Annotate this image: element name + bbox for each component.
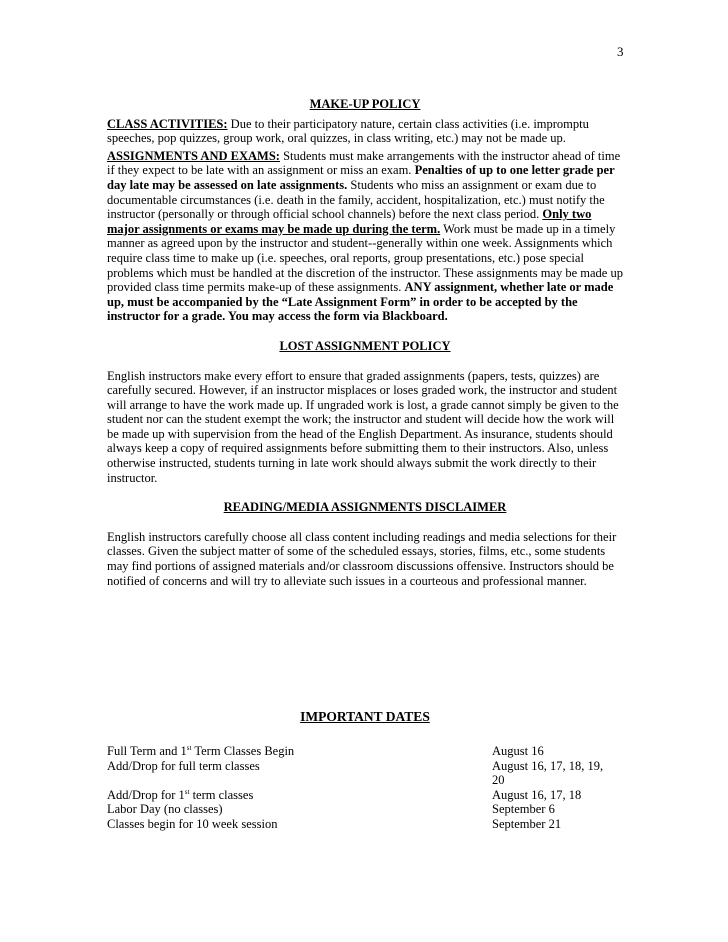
date-value: August 16 [492, 744, 544, 758]
important-dates-heading: IMPORTANT DATES [300, 709, 430, 724]
date-label: Full Term and 1st Term Classes Begin [107, 743, 295, 758]
class-activities-title: CLASS ACTIVITIES: [107, 116, 228, 131]
date-row [107, 759, 623, 788]
date-value: August 16, 17, 18, 19, 20 [492, 758, 604, 788]
date-label: Add/Drop for full term classes [107, 758, 260, 773]
reading-media-heading: READING/MEDIA ASSIGNMENTS DISCLAIMER [223, 500, 507, 515]
late-penalty-text: Penalties of up to one letter grade per day late may be assessed on late assignments. [107, 163, 615, 192]
date-label: Add/Drop for 1st term classes [107, 787, 254, 802]
late-form-text: ANY assignment, whether late or made up, must be accompanied by the “Late Assignment Form” in order to be accepted by the instructor for a grade. You may access the form via Blackboard. [107, 280, 614, 324]
date-row [107, 817, 623, 832]
date-label: Classes begin for 10 week session [107, 816, 278, 831]
date-value: September 21 [492, 816, 562, 831]
reading-media-body: English instructors carefully choose all class content including readings and media selections for their classes. Given the subject matter of some of the scheduled essays, stories, films, etc., some students may find portions of assigned materials and/or classroom discussions offensive. Instructors should be notified of concerns and will try to alleviate such issues in a courteous and professional manner. [107, 529, 617, 588]
lost-assignment-heading: LOST ASSIGNMENT POLICY [279, 338, 451, 353]
page-number: 3 [617, 44, 624, 59]
assignments-exams-title: ASSIGNMENTS AND EXAMS: [107, 148, 280, 163]
two-makeups-text: Only two major assignments or exams may be made up during the term. [107, 207, 592, 236]
class-activities-body: Due to their participatory nature, certain class activities (i.e. impromptu speeches, pop quizzes, group work, oral quizzes, in class writing, etc.) may not be made up. [107, 116, 589, 146]
policy-content [107, 97, 623, 588]
assignments-text-2: Students who miss an assignment or exam due to documentable circumstances (i.e. death in the family, accident, hospitalization, etc.) must notify the instructor (personally or through official school channels) before the next class period. [107, 177, 605, 222]
assignments-text-1: Students must make arrangements with the instructor ahead of time if they expect to be late with an assignment or miss an exam. [107, 148, 621, 178]
date-row [107, 788, 623, 803]
assignments-exams-paragraph [107, 149, 623, 324]
important-dates-list [107, 744, 623, 832]
makeup-policy-heading: MAKE-UP POLICY [309, 97, 421, 111]
date-row [107, 802, 623, 817]
class-activities-paragraph [107, 117, 623, 146]
lost-assignment-body: English instructors make every effort to ensure that graded assignments (papers, tests, quizzes) are carefully secured. However, if an instructor misplaces or loses graded work, the instructor and student will arrange to have the work made up. If ungraded work is lost, a grade cannot simply be given to the student nor can the student exempt the work; the instructor and student will decide how the work will be made up with supervision from the head of the English Department. As insurance, students should always keep a copy of required assignments before submitting them to their instructors. Also, unless otherwise instructed, students turning in late work should always submit the work directly to their instructor. [107, 368, 619, 485]
date-value: September 6 [492, 802, 555, 817]
date-value: August 16, 17, 18 [492, 787, 582, 802]
assignments-text-3: Work must be made up in a timely manner as agreed upon by the instructor and student--generally within one week. Assignments which require class time to make up (i.e. speeches, oral reports, group presentations, etc.) pose special problems which must be handled at the discretion of the instructor. These assignments may be made up provided class time permits make-up of these assignments. [107, 221, 623, 295]
date-row [107, 744, 623, 759]
date-label: Labor Day (no classes) [107, 802, 223, 817]
